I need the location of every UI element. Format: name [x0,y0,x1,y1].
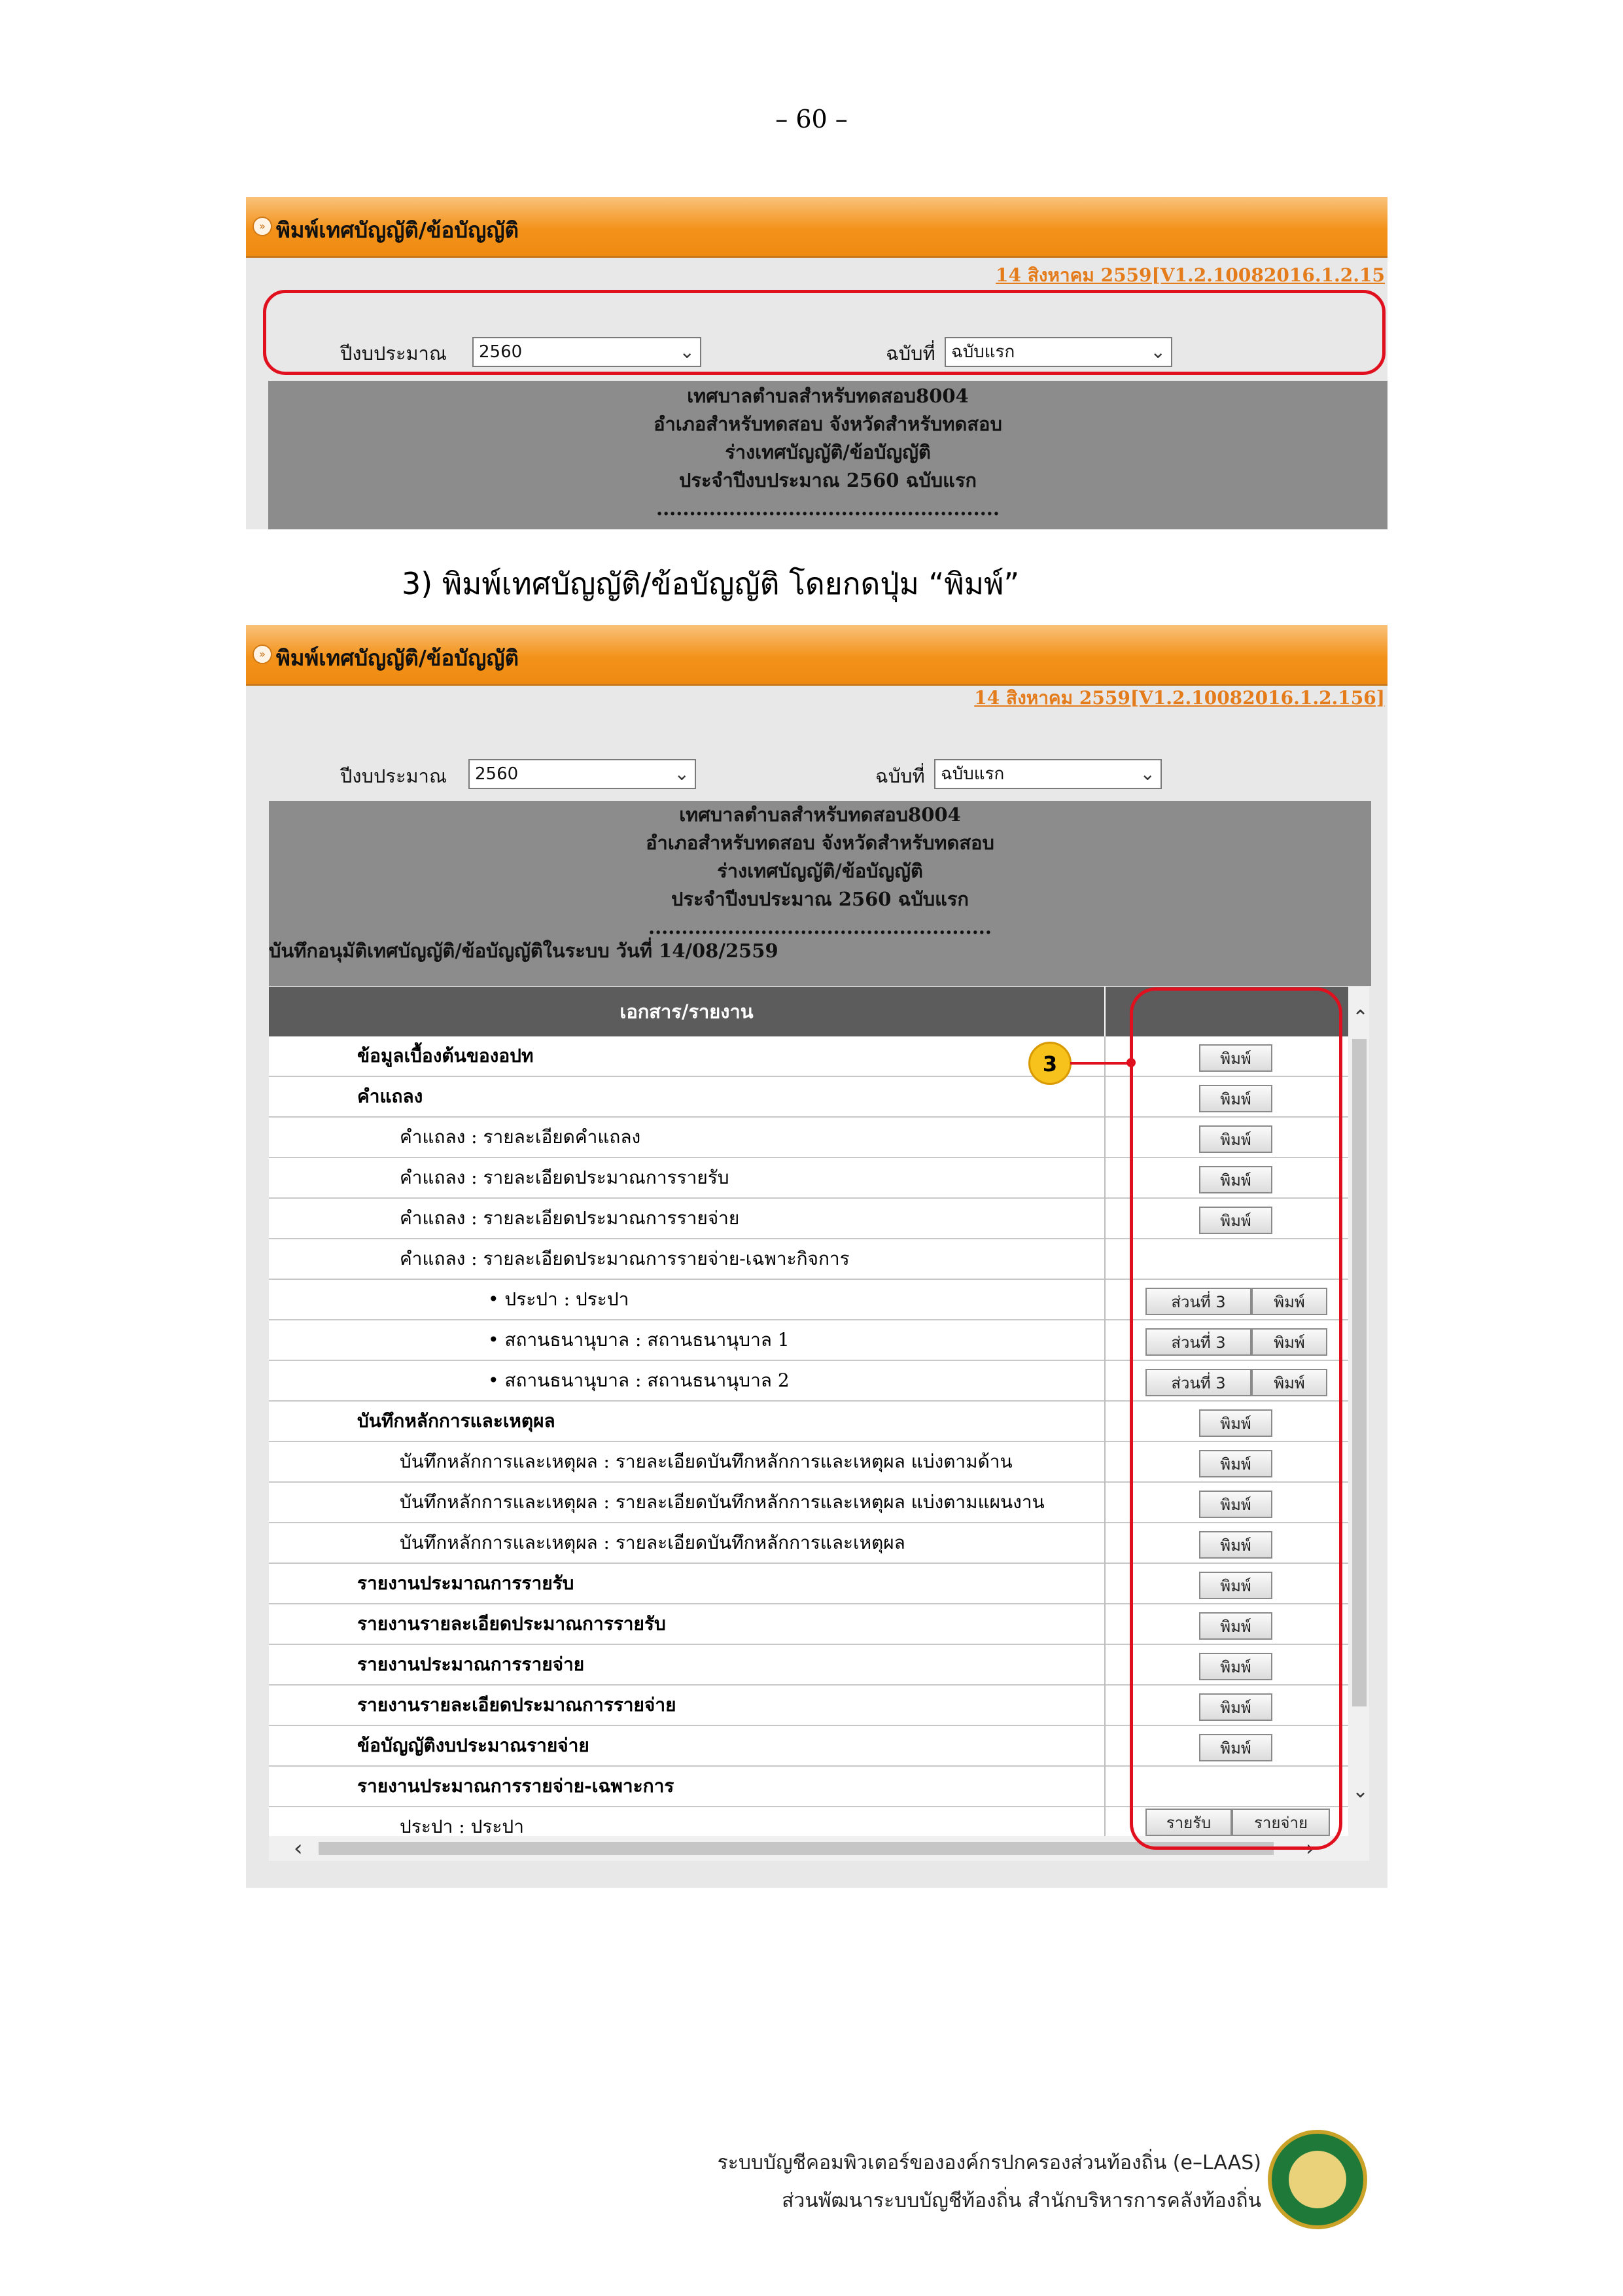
scrollbar-thumb[interactable] [1352,1039,1367,1706]
highlight-box [263,290,1386,375]
org-info [269,801,1371,986]
print-button[interactable]: พิมพ์ [1199,1044,1272,1072]
highlight-box [1130,987,1342,1850]
column-divider [1104,1077,1106,1118]
print-button[interactable]: พิมพ์ [1199,1612,1272,1640]
org-line: ประจำปีงบประมาณ 2560 ฉบับแรก [679,469,977,491]
year-value: 2560 [475,764,519,784]
edition-label: ฉบับที่ [886,342,935,364]
column-divider [1104,1604,1106,1645]
print-button[interactable]: พิมพ์ [1199,1166,1272,1193]
column-divider [1104,1239,1106,1280]
panel-header [246,197,1387,258]
column-divider [1104,1442,1106,1483]
row-label: คำแถลง : รายละเอียดประมาณการรายรับ [400,1167,729,1188]
column-divider [1104,1280,1106,1320]
org-line: .................................................... [648,916,992,938]
print-button[interactable]: พิมพ์ [1199,1572,1272,1599]
row-label: รายงานประมาณการรายรับ [357,1572,574,1594]
version-text: 14 สิงหาคม 2559[V1.2.10082016.1.2.156] [974,687,1385,709]
column-divider [1104,1158,1106,1199]
edition-value: ฉบับแรก [951,342,1015,362]
column-divider [1104,1807,1106,1836]
edition-select[interactable] [934,759,1162,789]
department-seal-logo [1268,2130,1367,2229]
org-line: ร่างเทศบัญญัติ/ข้อบัญญัติ [725,441,931,463]
column-divider [1104,1199,1106,1239]
column-divider [1104,1361,1106,1402]
part3-button[interactable]: ส่วนที่ 3 [1145,1328,1251,1356]
row-label: • ประปา : ประปา [488,1288,629,1310]
callout-dot [1126,1058,1136,1067]
chevron-down-icon: ⌄ [1140,763,1155,785]
org-line: เทศบาลตำบลสำหรับทดสอบ8004 [679,804,961,826]
income-button[interactable]: รายรับ [1145,1809,1232,1836]
year-label: ปีงบประมาณ [340,342,447,364]
org-line: .................................................... [655,497,1000,520]
print-button[interactable]: พิมพ์ [1199,1125,1272,1153]
print-button[interactable]: พิมพ์ [1199,1734,1272,1761]
part3-button[interactable]: ส่วนที่ 3 [1145,1288,1251,1315]
column-divider [1104,1402,1106,1442]
print-button[interactable]: พิมพ์ [1199,1491,1272,1518]
print-button[interactable]: พิมพ์ [1199,1531,1272,1559]
row-label: รายงานประมาณการรายจ่าย [357,1653,585,1675]
version-text: 14 สิงหาคม 2559[V1.2.10082016.1.2.15 [996,264,1385,286]
column-divider [1104,1726,1106,1767]
print-button[interactable]: พิมพ์ [1199,1207,1272,1234]
row-label: ประปา : ประปา [400,1816,524,1836]
row-label: บันทึกหลักการและเหตุผล : รายละเอียดบันทึกหลักการและเหตุผล แบ่งตามแผนงาน [400,1491,1045,1513]
year-select[interactable] [468,759,696,789]
expense-button[interactable]: รายจ่าย [1232,1809,1330,1836]
row-label: • สถานธนานุบาล : สถานธนานุบาล 2 [488,1369,790,1391]
row-label: บันทึกหลักการและเหตุผล : รายละเอียดบันทึกหลักการและเหตุผล [400,1532,905,1553]
print-button[interactable]: พิมพ์ [1199,1450,1272,1477]
print-button[interactable]: พิมพ์ [1251,1369,1327,1396]
row-label: รายงานประมาณการรายจ่าย-เฉพาะการ [357,1775,674,1797]
year-label: ปีงบประมาณ [340,765,447,787]
chevron-down-icon: ⌄ [674,763,689,785]
column-divider [1104,1483,1106,1523]
footer-line-2: ส่วนพัฒนาระบบบัญชีท้องถิ่น สำนักบริหารการคลังท้องถิ่น [782,2189,1261,2212]
row-label: คำแถลง [357,1086,423,1107]
row-label: ข้อบัญญัติงบประมาณรายจ่าย [357,1735,589,1756]
instruction-text: 3) พิมพ์เทศบัญญัติ/ข้อบัญญัติ โดยกดปุ่ม “พิมพ์” [402,566,1020,601]
double-arrow-icon: » [253,217,272,236]
scrollbar-thumb[interactable] [319,1842,1274,1855]
org-line: อำเภอสำหรับทดสอบ จังหวัดสำหรับทดสอบ [646,832,994,854]
row-label: บันทึกหลักการและเหตุผล [357,1410,555,1432]
scroll-left-icon[interactable]: ‹ [294,1835,303,1862]
org-line: ร่างเทศบัญญัติ/ข้อบัญญัติ [717,860,923,882]
approve-note: บันทึกอนุมัติเทศบัญญัติ/ข้อบัญญัติในระบบ วันที่ 14/08/2559 [269,940,778,962]
row-label: คำแถลง : รายละเอียดประมาณการรายจ่าย [400,1207,740,1229]
chevron-down-icon: ⌄ [1150,341,1166,362]
edition-label: ฉบับที่ [875,765,925,787]
year-value: 2560 [479,342,523,362]
org-line: ประจำปีงบประมาณ 2560 ฉบับแรก [671,888,969,910]
vertical-scrollbar[interactable] [1348,987,1369,1836]
scroll-right-icon[interactable]: › [1306,1835,1315,1862]
chevron-down-icon: ⌄ [679,341,695,362]
print-button[interactable]: พิมพ์ [1199,1409,1272,1437]
row-label: ข้อมูลเบื้องต้นของอปท [357,1045,534,1067]
row-label: รายงานรายละเอียดประมาณการรายจ่าย [357,1694,676,1716]
print-button[interactable]: พิมพ์ [1199,1653,1272,1680]
scroll-down-icon[interactable]: ⌄ [1352,1780,1369,1803]
column-divider [1104,1564,1106,1604]
column-divider [1104,1523,1106,1564]
footer-line-1: ระบบบัญชีคอมพิวเตอร์ขององค์กรปกครองส่วนท้องถิ่น (e–LAAS) [717,2151,1261,2174]
column-divider [1104,1645,1106,1686]
print-button[interactable]: พิมพ์ [1251,1288,1327,1315]
org-info [268,381,1387,529]
step-callout: 3 [1028,1042,1072,1085]
part3-button[interactable]: ส่วนที่ 3 [1145,1369,1251,1396]
panel-title: พิมพ์เทศบัญญัติ/ข้อบัญญัติ [276,645,519,671]
table-header: เอกสาร/รายงาน [269,987,1104,1036]
panel-header [246,625,1387,686]
callout-connector [1070,1062,1132,1065]
scroll-up-icon[interactable]: ⌃ [1352,1006,1369,1029]
column-divider [1104,1118,1106,1158]
row-label: รายงานรายละเอียดประมาณการรายรับ [357,1613,666,1634]
row-label: คำแถลง : รายละเอียดคำแถลง [400,1126,641,1148]
column-divider [1104,1320,1106,1361]
row-label: บันทึกหลักการและเหตุผล : รายละเอียดบันทึกหลักการและเหตุผล แบ่งตามด้าน [400,1451,1013,1472]
row-label: คำแถลง : รายละเอียดประมาณการรายจ่าย-เฉพาะกิจการ [400,1248,850,1269]
edition-value: ฉบับแรก [941,764,1005,784]
org-line: อำเภอสำหรับทดสอบ จังหวัดสำหรับทดสอบ [654,413,1002,435]
org-line: เทศบาลตำบลสำหรับทดสอบ8004 [687,385,969,407]
panel-title: พิมพ์เทศบัญญัติ/ข้อบัญญัติ [276,217,519,243]
page-number: – 60 – [775,105,848,133]
print-button[interactable]: พิมพ์ [1199,1693,1272,1721]
double-arrow-icon: » [253,645,272,664]
screenshot-1 [246,197,1387,529]
row-label: • สถานธนานุบาล : สถานธนานุบาล 1 [488,1329,790,1351]
column-divider [1104,1036,1106,1077]
column-divider [1104,1686,1106,1726]
column-divider [1104,1767,1106,1807]
print-button[interactable]: พิมพ์ [1199,1085,1272,1112]
print-button[interactable]: พิมพ์ [1251,1328,1327,1356]
